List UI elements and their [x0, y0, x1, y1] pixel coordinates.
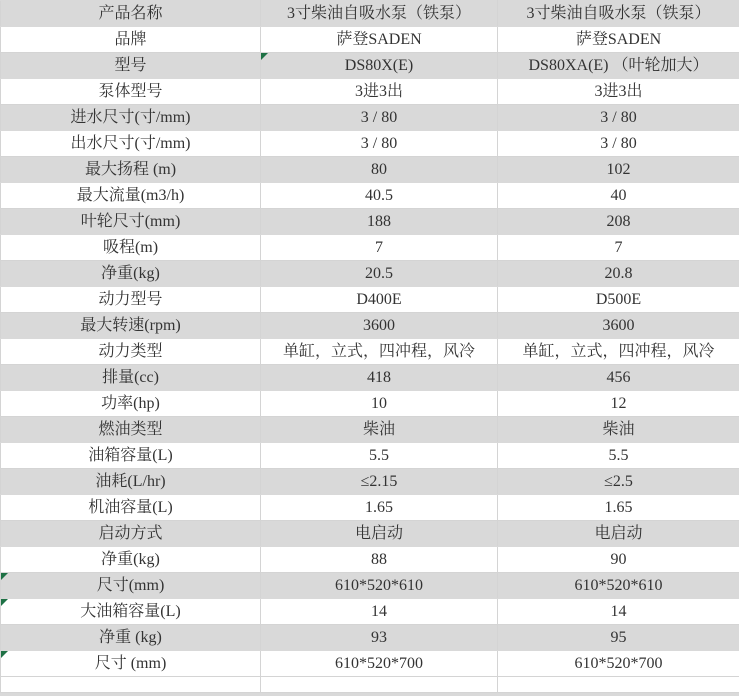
- attribute-cell[interactable]: 动力型号: [1, 287, 261, 313]
- value-cell[interactable]: D500E: [498, 287, 739, 313]
- attribute-cell[interactable]: 最大转速(rpm): [1, 313, 261, 339]
- table-row: [1, 417, 739, 443]
- attribute-cell[interactable]: 尺寸(mm): [1, 573, 261, 599]
- value-cell[interactable]: 456: [498, 365, 739, 391]
- value-cell[interactable]: 80: [261, 157, 498, 183]
- table-row: [1, 365, 739, 391]
- table-row: [1, 131, 739, 157]
- table-row: [1, 235, 739, 261]
- empty-cell[interactable]: [498, 677, 739, 693]
- spec-table-footer: [1, 677, 739, 693]
- table-row: [1, 339, 739, 365]
- table-row: [1, 287, 739, 313]
- value-cell[interactable]: 电启动: [261, 521, 498, 547]
- attribute-cell[interactable]: 排量(cc): [1, 365, 261, 391]
- empty-cell[interactable]: [261, 677, 498, 693]
- table-row: [1, 521, 739, 547]
- value-cell[interactable]: 610*520*610: [498, 573, 739, 599]
- attribute-cell[interactable]: 净重 (kg): [1, 625, 261, 651]
- attribute-cell[interactable]: 启动方式: [1, 521, 261, 547]
- value-cell[interactable]: 3 / 80: [498, 105, 739, 131]
- table-row: [1, 53, 739, 79]
- empty-cell[interactable]: [1, 677, 261, 693]
- excel-error-flag-icon: [1, 573, 8, 580]
- value-cell[interactable]: 208: [498, 209, 739, 235]
- value-cell[interactable]: 5.5: [261, 443, 498, 469]
- value-cell[interactable]: DS80X(E): [261, 53, 498, 79]
- table-row: [1, 105, 739, 131]
- value-cell[interactable]: 柴油: [498, 417, 739, 443]
- value-cell[interactable]: 3600: [261, 313, 498, 339]
- attribute-cell[interactable]: 泵体型号: [1, 79, 261, 105]
- value-cell[interactable]: 7: [498, 235, 739, 261]
- value-cell[interactable]: ≤2.15: [261, 469, 498, 495]
- value-cell[interactable]: 40: [498, 183, 739, 209]
- table-row: [1, 313, 739, 339]
- table-row: [1, 495, 739, 521]
- excel-error-flag-icon: [261, 53, 268, 60]
- excel-error-flag-icon: [1, 651, 8, 658]
- value-cell[interactable]: 95: [498, 625, 739, 651]
- value-cell[interactable]: DS80XA(E) （叶轮加大）: [498, 53, 739, 79]
- value-cell[interactable]: ≤2.5: [498, 469, 739, 495]
- table-row: [1, 79, 739, 105]
- attribute-cell[interactable]: 机油容量(L): [1, 495, 261, 521]
- value-cell[interactable]: 90: [498, 547, 739, 573]
- value-cell[interactable]: 萨登SADEN: [261, 27, 498, 53]
- value-cell[interactable]: 3寸柴油自吸水泵（铁泵）: [261, 1, 498, 27]
- value-cell[interactable]: 电启动: [498, 521, 739, 547]
- value-cell[interactable]: 20.8: [498, 261, 739, 287]
- value-cell[interactable]: 14: [498, 599, 739, 625]
- value-cell[interactable]: 20.5: [261, 261, 498, 287]
- attribute-cell[interactable]: 品牌: [1, 27, 261, 53]
- value-cell[interactable]: 88: [261, 547, 498, 573]
- table-row: [1, 599, 739, 625]
- table-row: [1, 443, 739, 469]
- table-row: [1, 1, 739, 27]
- table-row: [1, 573, 739, 599]
- value-cell[interactable]: 610*520*700: [498, 651, 739, 677]
- value-cell[interactable]: 3 / 80: [261, 131, 498, 157]
- empty-row: [1, 677, 739, 693]
- attribute-cell[interactable]: 吸程(m): [1, 235, 261, 261]
- attribute-cell[interactable]: 叶轮尺寸(mm): [1, 209, 261, 235]
- attribute-cell[interactable]: 动力类型: [1, 339, 261, 365]
- value-cell[interactable]: 10: [261, 391, 498, 417]
- value-cell[interactable]: 3 / 80: [498, 131, 739, 157]
- table-row: [1, 209, 739, 235]
- spec-table-body: [1, 1, 739, 677]
- value-cell[interactable]: 3进3出: [261, 79, 498, 105]
- table-row: [1, 469, 739, 495]
- value-cell[interactable]: 610*520*700: [261, 651, 498, 677]
- attribute-cell[interactable]: 型号: [1, 53, 261, 79]
- attribute-cell[interactable]: 燃油类型: [1, 417, 261, 443]
- value-cell[interactable]: 3600: [498, 313, 739, 339]
- value-cell[interactable]: 40.5: [261, 183, 498, 209]
- attribute-cell[interactable]: 油耗(L/hr): [1, 469, 261, 495]
- table-row: [1, 261, 739, 287]
- value-cell[interactable]: 610*520*610: [261, 573, 498, 599]
- value-cell[interactable]: 3 / 80: [261, 105, 498, 131]
- value-cell[interactable]: 188: [261, 209, 498, 235]
- attribute-cell[interactable]: 出水尺寸(寸/mm): [1, 131, 261, 157]
- value-cell[interactable]: 1.65: [261, 495, 498, 521]
- value-cell[interactable]: 1.65: [498, 495, 739, 521]
- excel-error-flag-icon: [1, 599, 8, 606]
- value-cell[interactable]: 418: [261, 365, 498, 391]
- value-cell[interactable]: 单缸，立式，四冲程，风冷: [261, 339, 498, 365]
- attribute-cell[interactable]: 进水尺寸(寸/mm): [1, 105, 261, 131]
- table-row: [1, 625, 739, 651]
- value-cell[interactable]: 3寸柴油自吸水泵（铁泵）: [498, 1, 739, 27]
- table-row: [1, 547, 739, 573]
- value-cell[interactable]: 柴油: [261, 417, 498, 443]
- attribute-cell[interactable]: 净重(kg): [1, 261, 261, 287]
- value-cell[interactable]: 单缸，立式，四冲程，风冷: [498, 339, 739, 365]
- table-row: [1, 27, 739, 53]
- attribute-cell[interactable]: 油箱容量(L): [1, 443, 261, 469]
- table-row: [1, 157, 739, 183]
- table-row: [1, 183, 739, 209]
- attribute-cell[interactable]: 大油箱容量(L): [1, 599, 261, 625]
- attribute-cell[interactable]: 净重(kg): [1, 547, 261, 573]
- attribute-cell[interactable]: 功率(hp): [1, 391, 261, 417]
- table-row: [1, 391, 739, 417]
- value-cell[interactable]: 7: [261, 235, 498, 261]
- attribute-cell[interactable]: 最大流量(m3/h): [1, 183, 261, 209]
- value-cell[interactable]: 5.5: [498, 443, 739, 469]
- attribute-cell[interactable]: 最大扬程 (m): [1, 157, 261, 183]
- table-row: [1, 651, 739, 677]
- value-cell[interactable]: 12: [498, 391, 739, 417]
- attribute-cell[interactable]: 尺寸 (mm): [1, 651, 261, 677]
- value-cell[interactable]: 93: [261, 625, 498, 651]
- value-cell[interactable]: D400E: [261, 287, 498, 313]
- value-cell[interactable]: 102: [498, 157, 739, 183]
- value-cell[interactable]: 14: [261, 599, 498, 625]
- attribute-cell[interactable]: 产品名称: [1, 1, 261, 27]
- value-cell[interactable]: 萨登SADEN: [498, 27, 739, 53]
- value-cell[interactable]: 3进3出: [498, 79, 739, 105]
